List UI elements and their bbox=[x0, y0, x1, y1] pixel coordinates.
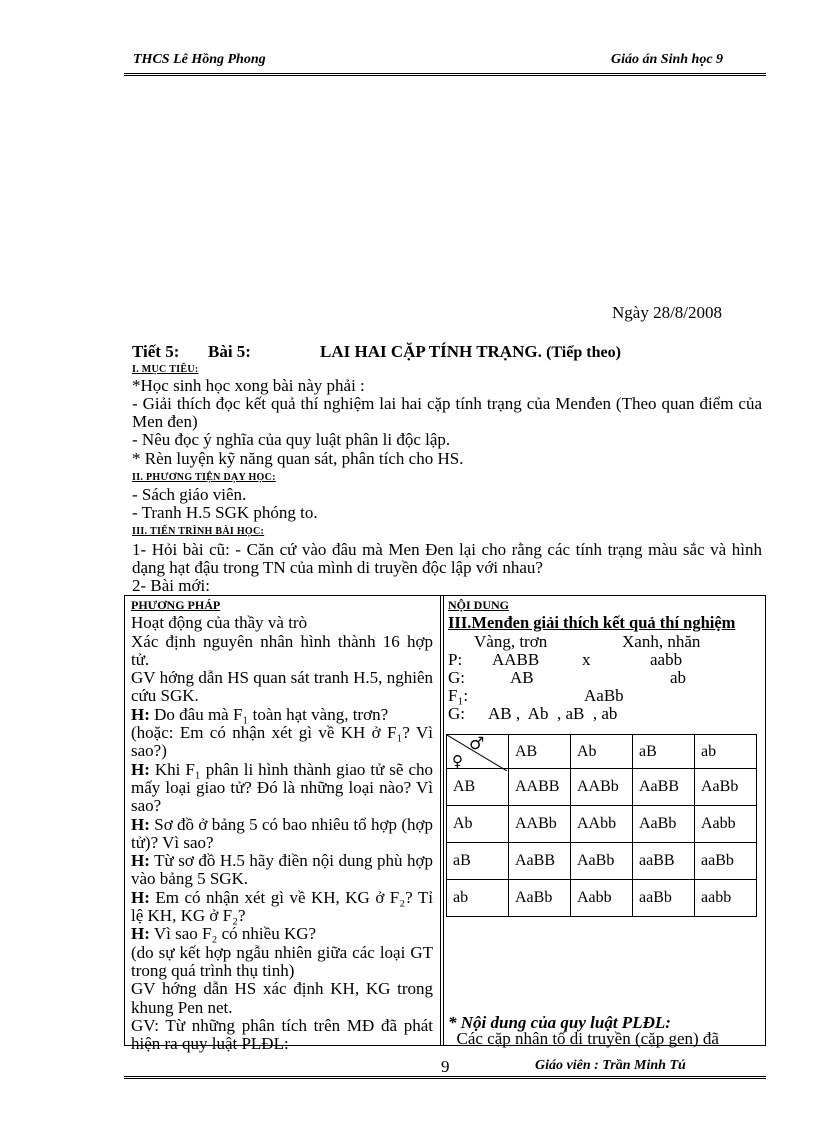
means-line: - Tranh H.5 SGK phóng to. bbox=[132, 503, 318, 522]
method-line bbox=[131, 614, 433, 632]
objective-line: * Rèn luyện kỹ năng quan sát, phân tích cho HS. bbox=[132, 449, 464, 468]
process-line: 1- Hỏi bài cũ: - Căn cứ vào đâu mà Men Đen lại cho rằng các tính trạng màu sắc và hình dạng hạt đậu trong TN của mình di truyền độc lập với nhau? bbox=[132, 540, 762, 577]
method-text: Khi F₁ phân li hình thành giao tử sẽ cho mấy loại giao tử? Đó là những loại nào? Vì sao? bbox=[131, 759, 433, 816]
punnett-corner bbox=[447, 735, 509, 769]
method-text: GV: Từ những phân tích trên MĐ đã phát hiện ra quy luật PLĐL: bbox=[131, 1015, 433, 1054]
method-line bbox=[131, 944, 433, 981]
question-marker: H: bbox=[131, 759, 150, 779]
law-heading: * Nội dung của quy luật PLĐL: bbox=[448, 1013, 671, 1032]
g-label: G: bbox=[448, 667, 465, 687]
f1-label: F₁: bbox=[448, 685, 469, 705]
p-right-genotype: aabb bbox=[650, 649, 683, 669]
punnett-cell: AaBb bbox=[695, 769, 757, 806]
question-marker: H: bbox=[131, 814, 150, 834]
method-line bbox=[131, 816, 433, 853]
method-line bbox=[131, 925, 433, 943]
method-line bbox=[131, 852, 433, 889]
method-line bbox=[131, 889, 433, 926]
method-line bbox=[131, 633, 433, 670]
content-subheading: III.Menđen giải thích kết quả thí nghiệm bbox=[448, 613, 736, 633]
method-line bbox=[131, 724, 433, 761]
method-text: Em có nhận xét gì về KH, KG ở F₂? Tỉ lệ KH, KG ở F₂? bbox=[131, 887, 433, 926]
header-school: THCS Lê Hồng Phong bbox=[133, 52, 266, 67]
question-marker: H: bbox=[131, 887, 150, 907]
method-text: GV hớng dẫn HS xác định KH, KG trong khung Pen net. bbox=[131, 979, 433, 1017]
punnett-cell: aaBb bbox=[633, 880, 695, 917]
objectives-heading: I. MỤC TIÊU: bbox=[132, 364, 199, 375]
method-text: Do đâu mà F₁ toàn hạt vàng, trơn? bbox=[149, 704, 389, 724]
punnett-header-cell: Ab bbox=[571, 735, 633, 769]
lesson-title-main: LAI HAI CẶP TÍNH TRẠNG. bbox=[320, 342, 542, 361]
objective-line: *Học sinh học xong bài này phải : bbox=[132, 376, 365, 395]
punnett-row-gamete: AB bbox=[447, 769, 509, 806]
punnett-row-gamete: ab bbox=[447, 880, 509, 917]
lesson-period: Tiết 5: bbox=[132, 342, 180, 361]
lesson-date: Ngày 28/8/2008 bbox=[612, 303, 723, 322]
objective-line: - Giải thích đọc kết quả thí nghiệm lai hai cặp tính trạng của Menđen (Theo quan điểm của Men đen) bbox=[132, 394, 762, 431]
punnett-row bbox=[447, 880, 757, 917]
f1-gametes: AB , Ab , aB , ab bbox=[488, 703, 618, 723]
g-row bbox=[448, 669, 762, 687]
header-subject: Giáo án Sinh học 9 bbox=[611, 52, 724, 67]
p-label: P: bbox=[448, 649, 463, 669]
punnett-square bbox=[446, 734, 757, 917]
punnett-cell: AaBb bbox=[571, 843, 633, 880]
female-icon: ♀ bbox=[452, 752, 463, 770]
punnett-header-cell: AB bbox=[509, 735, 571, 769]
methods-column bbox=[131, 596, 433, 1053]
page-number: 9 bbox=[441, 1057, 450, 1076]
punnett-row-gamete: Ab bbox=[447, 806, 509, 843]
p-row bbox=[448, 651, 762, 669]
g2-row bbox=[448, 705, 762, 723]
method-text: GV hớng dẫn HS quan sát tranh H.5, nghiên cứu SGK. bbox=[131, 668, 433, 706]
punnett-cell: AaBB bbox=[509, 843, 571, 880]
punnett-cell: AaBB bbox=[633, 769, 695, 806]
punnett-header-cell: ab bbox=[695, 735, 757, 769]
punnett-cell: aabb bbox=[695, 880, 757, 917]
punnett-row bbox=[447, 806, 757, 843]
method-text: (hoặc: Em có nhận xét gì về KH ở F₁? Vì sao?) bbox=[131, 723, 433, 761]
content-heading: NỘI DUNG bbox=[448, 598, 510, 612]
means-heading: II. PHƯƠNG TIỆN DẠY HỌC: bbox=[132, 472, 276, 483]
f1-genotype: AaBb bbox=[584, 685, 624, 705]
f1-row bbox=[448, 687, 762, 705]
method-line bbox=[131, 980, 433, 1017]
lesson-title bbox=[320, 342, 621, 362]
punnett-cell: AaBb bbox=[633, 806, 695, 843]
punnett-cell: AABb bbox=[571, 769, 633, 806]
punnett-row bbox=[447, 769, 757, 806]
question-marker: H: bbox=[131, 704, 150, 724]
question-marker: H: bbox=[131, 851, 150, 871]
g2-label: G: bbox=[448, 703, 465, 723]
methods-heading: PHƯƠNG PHÁP bbox=[131, 598, 221, 612]
method-text: Hoạt động của thầy và trò bbox=[131, 613, 308, 633]
question-marker: H: bbox=[131, 924, 150, 944]
phenotype-yellow-smooth: Vàng, trơn bbox=[474, 631, 548, 651]
punnett-row bbox=[447, 843, 757, 880]
g-right-gamete: ab bbox=[670, 667, 687, 687]
phenotype-row bbox=[448, 633, 762, 651]
punnett-cell: AABB bbox=[509, 769, 571, 806]
process-line: 2- Bài mới: bbox=[132, 576, 210, 595]
punnett-cell: Aabb bbox=[695, 806, 757, 843]
punnett-cell: aaBb bbox=[695, 843, 757, 880]
punnett-cell: Aabb bbox=[571, 880, 633, 917]
male-icon: ♂ bbox=[469, 734, 485, 754]
footer-rule bbox=[124, 1076, 766, 1079]
p-left-genotype: AABB bbox=[492, 649, 540, 669]
punnett-cell: AaBb bbox=[509, 880, 571, 917]
punnett-cell: aaBB bbox=[633, 843, 695, 880]
method-text: Từ sơ đồ H.5 hãy điền nội dung phù hợp vào bảng 5 SGK. bbox=[131, 851, 433, 889]
footer-teacher: Giáo viên : Trần Minh Tú bbox=[535, 1058, 686, 1073]
method-text: (do sự kết hợp ngẫu nhiên giữa các loại GT trong quá trình thụ tinh) bbox=[131, 942, 433, 980]
content-column bbox=[448, 596, 762, 723]
method-text: Xác định nguyên nhân hình thành 16 hợp tử. bbox=[131, 631, 433, 669]
objective-line: - Nêu đọc ý nghĩa của quy luật phân li độc lập. bbox=[132, 430, 451, 449]
method-line bbox=[131, 761, 433, 816]
punnett-header-cell: aB bbox=[633, 735, 695, 769]
lesson-number: Bài 5: bbox=[208, 342, 251, 361]
means-line: - Sách giáo viên. bbox=[132, 485, 247, 504]
law-text: Các cặp nhân tố di truyền (cặp gen) đã bbox=[448, 1029, 719, 1048]
header-rule bbox=[124, 73, 766, 76]
punnett-cell: AAbb bbox=[571, 806, 633, 843]
g-left-gamete: AB bbox=[510, 667, 534, 687]
method-line bbox=[131, 706, 433, 724]
lesson-title-suffix: (Tiếp theo) bbox=[546, 344, 621, 361]
column-divider bbox=[440, 595, 444, 1046]
method-line bbox=[131, 669, 433, 706]
method-line bbox=[131, 1017, 433, 1054]
cross-symbol: x bbox=[582, 649, 591, 669]
process-heading: III. TIẾN TRÌNH BÀI HỌC: bbox=[132, 526, 265, 537]
phenotype-green-wrinkled: Xanh, nhăn bbox=[622, 631, 701, 651]
method-text: Vì sao F₂ có nhiều KG? bbox=[149, 924, 317, 944]
punnett-header-row bbox=[447, 735, 757, 769]
punnett-cell: AABb bbox=[509, 806, 571, 843]
method-text: Sơ đồ ở bảng 5 có bao nhiêu tổ hợp (hợp tử)? Vì sao? bbox=[131, 814, 433, 852]
punnett-row-gamete: aB bbox=[447, 843, 509, 880]
